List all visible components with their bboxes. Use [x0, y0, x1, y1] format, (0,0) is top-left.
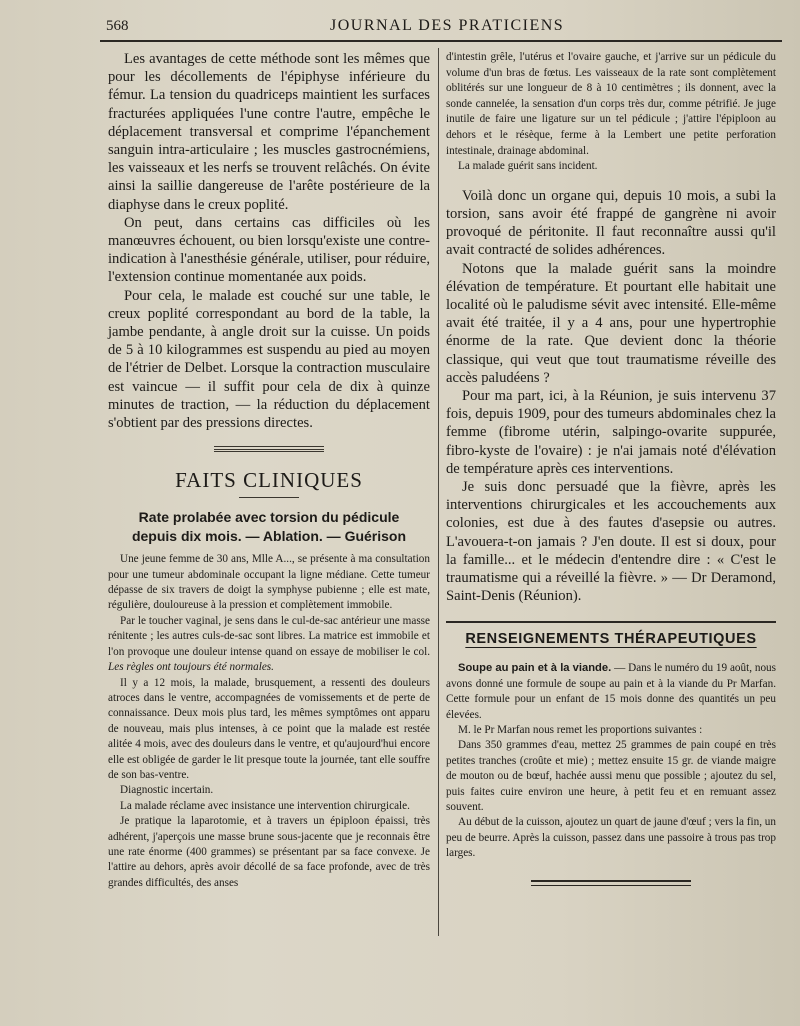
running-title: JOURNAL DES PRATICIENS — [330, 17, 565, 34]
header-rule — [100, 40, 782, 42]
title-rule — [239, 497, 299, 498]
paragraph — [108, 614, 430, 676]
paragraph: La malade réclame avec insistance une intervention chirurgicale. — [120, 799, 410, 812]
paragraph: Voilà donc un organe qui, depuis 10 mois, a subi la torsion, sans avoir été frappé de gangrène ni avoir provoqué de péritonite. Il faut reconnaître aussi qu'il avait contracté de solides adhérences. — [446, 187, 776, 259]
right-body-text — [446, 187, 776, 606]
paragraph: Une jeune femme de 30 ans, Mlle A..., se présente à ma consultation pour une tumeur abdominale occupant la ligne médiane. Cette tumeur dépasse de six travers de doigt la symphyse pubienne ; elle est mate, régulière, douloureuse à la pression et complètement immobile. — [108, 553, 430, 612]
paragraph: Pour ma part, ici, à la Réunion, je suis intervenu 37 fois, depuis 1909, pour des tumeurs abdominales chez la femme (fibrome utérin, salpingo-ovarite suppurée, fibro-kyste de l'ovaire) : je n'ai jamais noté d'élévation de température après ces interventions. — [446, 387, 776, 477]
case-report — [108, 552, 430, 891]
paragraph: Je pratique la laparotomie, et à travers un épiploon épaissi, très adhérent, j'aperçois une masse brune sous-jacente que je reconnais être une rate énorme (400 grammes) se présentant par sa face convexe. Je l'attire au dehors, après avoir décollé de sa face profonde, avec de très grandes difficultés, des anses — [108, 815, 430, 889]
paragraph: M. le Pr Marfan nous remet les proportions suivantes : — [458, 724, 703, 737]
paragraph: Dans 350 grammes d'eau, mettez 25 grammes de pain coupé en très petites tranches (croûte et mie) ; mettez ensuite 15 gr. de viande maigre de mouton ou de bœuf, hachée aussi menu que possible ; ajoutez du sel, puis faites cuire environ une heure, à petit feu et en remuant assez souvent. — [446, 739, 776, 814]
column-divider — [438, 48, 439, 936]
paragraph: On peut, dans certains cas difficiles où les manœuvres échouent, ou bien lorsqu'existe une contre-indication à l'anesthésie générale, utiliser, pour réduire, l'extension continue momentanée aux poids. — [108, 214, 430, 286]
page-number: 568 — [106, 18, 129, 34]
page-header — [100, 14, 790, 38]
paragraph: Il y a 12 mois, la malade, brusquement, a ressenti des douleurs atroces dans le ventre, accompagnées de vomissements et de perte de connaissance. Deux mois plus tard, les mêmes symptômes ont apparu de nouveau, mais plus intenses, à ce point que la malade est restée alitée 4 mois, avec des douleurs dans le ventre, et qu'aujourd'hui encore elle est obligée de garder le lit presque toute la journée, tant elle souffre de son bas-ventre. — [108, 676, 430, 781]
paragraph: Les avantages de cette méthode sont les mêmes que pour les décollements de l'épiphyse inférieure du fémur. La tension du quadriceps maintient les surfaces fracturées appliquées l'une contre l'autre, empêche le déplacement transversal et comprime l'épanchement sanguin intra-articulaire ; les muscles gastrocnémiens, les vaisseaux et les nerfs se trouvent relâchés. On évite ainsi la saillie dangereuse de l'arête postérieure de la diaphyse dans le creux poplité. — [108, 51, 430, 213]
paragraph: Diagnostic incertain. — [120, 784, 214, 797]
paragraph: La malade guérit sans incident. — [458, 160, 598, 173]
italic-note: Les règles ont toujours été normales. — [108, 661, 274, 674]
case-title-line: Rate prolabée avec torsion du pédicule — [138, 509, 400, 526]
section-ornament — [214, 446, 324, 452]
case-title-line: depuis dix mois. — Ablation. — Guérison — [131, 528, 407, 545]
case-title — [108, 508, 430, 546]
left-body-text — [108, 50, 430, 432]
recipe-intro: — Dans le numéro du 19 août, nous avons donné une formule de soupe au pain et à la viande du Pr Marfan. Cette formule pour un enfant de 15 mois donne des quantités un peu élevées. — [446, 662, 777, 721]
paragraph: Au début de la cuisson, ajoutez un quart de jaune d'œuf ; vers la fin, un peu de beurre. Après la cuisson, passez dans une passoire à trous pas trop larges. — [446, 816, 776, 860]
case-report-continued — [446, 50, 776, 175]
paragraph — [446, 661, 776, 723]
paragraph: Notons que la malade guérit sans la moindre élévation de température. Et pourtant elle habitait une localité où le paludisme sévit avec intensité. Elle-même avait été traitée, il y a 4 ans, pour une hypertrophie énorme de la rate. Que devient donc la théorie classique, qui veut que tout traumatisme réveille des accès paludéens ? — [446, 260, 776, 386]
recipe-text — [446, 661, 776, 861]
paragraph: Pour cela, le malade est couché sur une table, le creux poplité correspondant au bord de la table, la jambe pendante, à angle droit sur la cuisse. Un poids de 5 à 10 kilogrammes est suspendu au pied au moyen de l'étrier de Delbet. Lorsque la contraction musculaire est vaincue — il suffit pour cela de dix à quinze minutes de traction, — la réduction du déplacement s'obtient par des pressions directes. — [108, 287, 430, 432]
paragraph-text: Par le toucher vaginal, je sens dans le cul-de-sac antérieur une masse rénitente ; les autres culs-de-sac sont libres. La matrice est immobile et l'on provoque une douleur intense quand on essaye de mobiliser le col. — [108, 614, 430, 658]
recipe-heading: Soupe au pain et à la viande. — [458, 662, 612, 675]
end-rule — [531, 880, 691, 886]
section-title-faits-cliniques: FAITS CLINIQUES — [175, 468, 363, 493]
right-column — [446, 50, 776, 886]
paragraph: Je suis donc persuadé que la fièvre, après les interventions chirurgicales et les accouchements aux colonies, est due à des fautes d'asepsie ou autres. L'avouera-t-on jamais ? J'en doute. Il est si doux, pour la famille... et le médecin d'entendre dire : « C'est le traumatisme qui a réveillé la fièvre. » — Dr Deramond, Saint-Denis (Réunion). — [446, 479, 776, 605]
renseignements-section — [446, 621, 776, 885]
section-title-renseignements: RENSEIGNEMENTS THÉRAPEUTIQUES — [465, 631, 757, 648]
left-column — [108, 50, 430, 891]
paragraph: d'intestin grêle, l'utérus et l'ovaire gauche, et j'arrive sur un pédicule du volume d'un bras de fœtus. Les vaisseaux de la rate sont complètement oblitérés sur une longueur de 8 à 10 centimètres ; ils donnent, avec la sonde cannelée, la sensation d'un corps très dur, comme pétrifié. Je juge inutile de faire une ligature sur un tel pédicule ; j'attire l'épiploon au dehors et le résèque, ferme à la Lembert une petite perforation intestinale, drainage abdominal. — [446, 51, 776, 157]
